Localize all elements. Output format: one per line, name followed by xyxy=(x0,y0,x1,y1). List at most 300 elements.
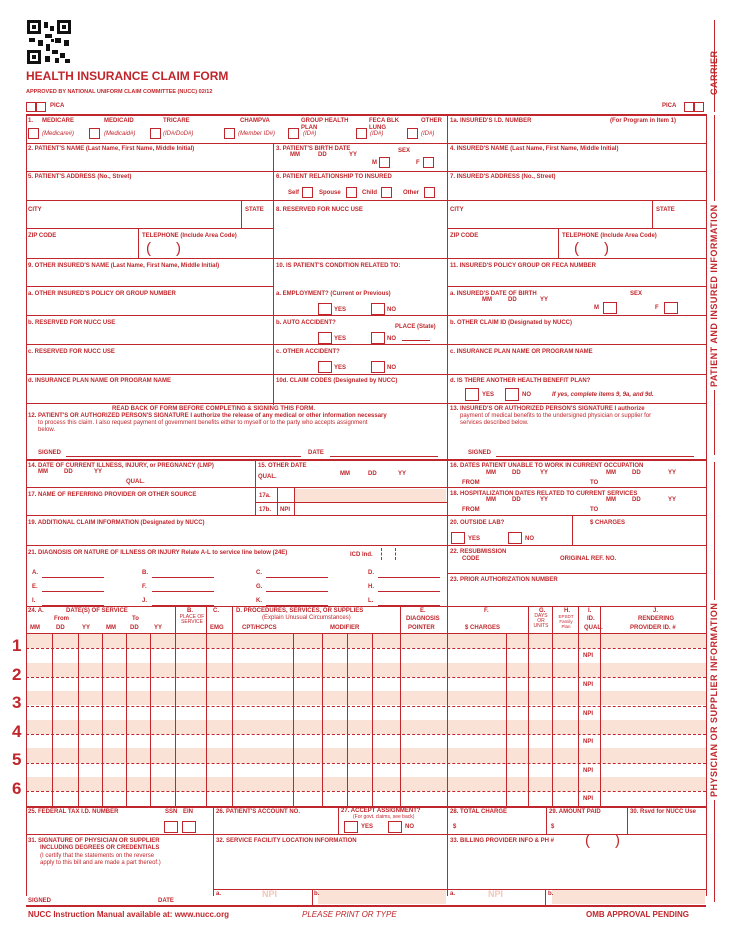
condition-label: 10. IS PATIENT'S CONDITION RELATED TO: xyxy=(276,263,401,269)
service-line-column xyxy=(600,634,601,663)
side-patient: PATIENT AND INSURED INFORMATION xyxy=(709,201,719,390)
insured-zip-divider xyxy=(558,228,559,258)
row1-label: 1. xyxy=(28,118,34,124)
h-dd2: DD xyxy=(130,625,139,631)
dos-to: To xyxy=(132,616,139,622)
employment-no: NO xyxy=(387,307,396,313)
line-315 xyxy=(26,315,706,316)
other-label: OTHER xyxy=(421,118,442,124)
service-line-column xyxy=(506,720,507,749)
icd-ind: ICD Ind. xyxy=(350,552,373,558)
lab-yes-box[interactable] xyxy=(451,532,465,544)
service-line-column xyxy=(206,663,207,692)
other-sub: (ID#) xyxy=(421,131,435,137)
service-line-column xyxy=(322,720,323,749)
f20-divider xyxy=(572,515,573,545)
dx-f-line xyxy=(152,591,214,592)
service-line-column xyxy=(102,748,103,777)
for-program-label: (For Program in Item 1) xyxy=(610,118,677,124)
diagnosis-label: 21. DIAGNOSIS OR NATURE OF ILLNESS OR INJURY Relate A-L to service line below (24E) xyxy=(28,550,288,556)
service-line-column xyxy=(400,748,401,777)
service-line-column xyxy=(322,691,323,720)
f14-yy: YY xyxy=(94,469,103,475)
service-line-shade xyxy=(27,720,706,734)
service-line-column xyxy=(347,634,348,663)
tax-id-label: 25. FEDERAL TAX I.D. NUMBER xyxy=(28,809,119,815)
champva-label: CHAMPVA xyxy=(240,118,270,124)
rsvd-30-label: 30. Rsvd for NUCC Use xyxy=(630,809,697,815)
f18-yy1: YY xyxy=(540,497,549,503)
assign-yes-box[interactable] xyxy=(344,821,358,833)
f18-from: FROM xyxy=(462,507,480,513)
f18-yy2: YY xyxy=(668,497,677,503)
account-no-label: 26. PATIENT'S ACCOUNT NO. xyxy=(216,809,300,815)
other-checkbox[interactable] xyxy=(407,128,418,139)
header-column xyxy=(447,606,448,634)
lab-no: NO xyxy=(525,536,534,542)
dx-c: C. xyxy=(256,570,262,576)
line-374 xyxy=(26,374,706,375)
f33b: b. xyxy=(548,891,554,897)
service-line-column xyxy=(232,748,233,777)
amount-paid-label: 29. AMOUNT PAID xyxy=(549,809,601,815)
service-line-column xyxy=(528,691,529,720)
service-line-column xyxy=(78,663,79,692)
total-charge-label: 28. TOTAL CHARGE xyxy=(450,809,508,815)
col-j: J. xyxy=(653,608,659,614)
f28-divider xyxy=(447,806,448,896)
dx-l: L. xyxy=(368,598,374,604)
side-physician: PHYSICIAN OR SUPPLIER INFORMATION xyxy=(709,600,719,800)
footer-omb: OMB APPROVAL PENDING xyxy=(586,910,689,919)
service-line-column xyxy=(102,777,103,806)
line-286-right xyxy=(447,286,706,287)
insured-state-divider xyxy=(652,200,653,228)
f16-to: TO xyxy=(590,480,599,486)
service-line-column xyxy=(102,634,103,663)
idob-dd: DD xyxy=(508,297,517,303)
policy-group-label: 11. INSURED'S POLICY GROUP OR FECA NUMBER xyxy=(450,263,597,269)
sex-f-checkbox[interactable] xyxy=(423,157,434,168)
service-line-column xyxy=(52,634,53,663)
service-line-column xyxy=(447,663,448,692)
auto-accident-label: b. AUTO ACCIDENT? xyxy=(276,320,336,326)
other-accident-label: c. OTHER ACCIDENT? xyxy=(276,349,340,355)
f16-mm1: MM xyxy=(486,470,496,476)
h-mm2: MM xyxy=(106,625,116,631)
dx-c-line xyxy=(266,577,328,578)
col-d2: (Explain Unusual Circumstances) xyxy=(262,615,351,621)
service-line-column xyxy=(206,777,207,806)
f30-divider xyxy=(627,806,628,835)
service-line-column xyxy=(126,748,127,777)
medicare-label: MEDICARE xyxy=(42,118,75,124)
header-column xyxy=(175,606,176,634)
isex-m: M xyxy=(594,305,599,311)
tricare-checkbox[interactable] xyxy=(150,128,161,139)
prior-auth-label: 23. PRIOR AUTHORIZATION NUMBER xyxy=(450,577,558,583)
ssn-box[interactable] xyxy=(164,821,178,833)
other-claim-label: b. OTHER CLAIM ID (Designated by NUCC) xyxy=(450,320,573,326)
service-line-column xyxy=(347,777,348,806)
col-j3: PROVIDER ID. # xyxy=(630,625,676,631)
line-171 xyxy=(26,171,706,172)
line-573-right xyxy=(447,573,706,574)
mid-divider-left xyxy=(273,143,274,405)
footer-print: PLEASE PRINT OR TYPE xyxy=(302,910,397,919)
icd-dash-2 xyxy=(395,548,396,560)
zip-divider xyxy=(138,228,139,258)
line-459 xyxy=(26,459,706,461)
insured-city-label: CITY xyxy=(450,207,464,213)
dx-i: I. xyxy=(32,598,36,604)
service-line-number: 5 xyxy=(12,750,22,770)
unable-work-label: 16. DATES PATIENT UNABLE TO WORK IN CURRENT OCCUPATION xyxy=(450,463,644,469)
medicare-checkbox[interactable] xyxy=(28,128,39,139)
f18-to: TO xyxy=(590,507,599,513)
dx-a: A. xyxy=(32,570,38,576)
service-line-column xyxy=(52,691,53,720)
patient-signature-line3: below. xyxy=(38,427,56,433)
patient-address-label: 5. PATIENT'S ADDRESS (No., Street) xyxy=(28,174,132,180)
col-f2: $ CHARGES xyxy=(465,625,501,631)
tricare-sub: (ID#/DoD#) xyxy=(163,131,194,137)
service-line-column xyxy=(372,720,373,749)
insured-tel-paren: ( ) xyxy=(574,240,609,257)
lab-no-box[interactable] xyxy=(508,532,522,544)
reserved-8-label: 8. RESERVED FOR NUCC USE xyxy=(276,207,363,213)
service-line-column xyxy=(293,748,294,777)
service-line-column xyxy=(400,777,401,806)
insured-name-label: 4. INSURED'S NAME (Last Name, First Name, Middle Initial) xyxy=(450,146,619,152)
service-line-column xyxy=(447,691,448,720)
idob-yy: YY xyxy=(540,297,549,303)
col-i2: ID. xyxy=(587,616,595,622)
service-line-column xyxy=(552,691,553,720)
service-line-column xyxy=(293,634,294,663)
rel-other-checkbox[interactable] xyxy=(424,187,435,198)
insured-state-label: STATE xyxy=(656,207,675,213)
f29-dollar: $ xyxy=(551,824,555,830)
f17b-npi: NPI xyxy=(280,507,291,513)
service-line-column xyxy=(126,777,127,806)
reserved-9c-label: c. RESERVED FOR NUCC USE xyxy=(28,349,115,355)
f17-divider-2 xyxy=(294,487,295,515)
form-title: HEALTH INSURANCE CLAIM FORM xyxy=(26,69,229,83)
group-checkbox[interactable] xyxy=(288,128,299,139)
dx-j: J. xyxy=(142,598,148,604)
service-line-column xyxy=(552,777,553,806)
header-column xyxy=(206,606,207,634)
service-line-column xyxy=(552,634,553,663)
service-line-column xyxy=(372,663,373,692)
feca-checkbox[interactable] xyxy=(356,128,367,139)
ein-label: EIN xyxy=(183,809,194,815)
f14-dd: DD xyxy=(64,469,73,475)
tricare-label: TRICARE xyxy=(163,118,190,124)
service-line-column xyxy=(293,720,294,749)
f27-divider xyxy=(338,806,339,835)
service-line-column xyxy=(293,691,294,720)
f28-dollar: $ xyxy=(453,824,457,830)
f14-qual: QUAL. xyxy=(126,479,145,485)
service-line-column xyxy=(400,691,401,720)
current-illness-label: 14. DATE OF CURRENT ILLNESS, INJURY, or PREGNANCY (LMP) xyxy=(28,463,214,469)
service-line-column xyxy=(506,663,507,692)
h-dd1: DD xyxy=(56,625,65,631)
service-line-divider xyxy=(26,734,706,735)
oacc-no: NO xyxy=(387,365,396,371)
service-line-column xyxy=(528,634,529,663)
isex-f-box[interactable] xyxy=(664,302,678,314)
service-line-column xyxy=(232,663,233,692)
oacc-yes-box[interactable] xyxy=(318,361,332,373)
col-h: H. xyxy=(564,608,570,614)
employment-yes-box[interactable] xyxy=(318,303,332,315)
f33-mid-divider xyxy=(545,889,546,905)
service-line-column xyxy=(347,748,348,777)
insured-tel-label: TELEPHONE (Include Area Code) xyxy=(562,233,657,239)
frame-right xyxy=(706,114,707,896)
col-i3: QUAL. xyxy=(584,625,603,631)
another-yes: YES xyxy=(482,392,495,398)
f24-label: 24. A. xyxy=(28,608,44,614)
signed-12-line xyxy=(66,456,301,457)
zip-label: ZIP CODE xyxy=(28,233,57,239)
service-line-column xyxy=(322,634,323,663)
h-yy1: YY xyxy=(82,625,91,631)
service-line-column xyxy=(447,748,448,777)
f17b-label: 17b. xyxy=(259,507,272,513)
signed-13: SIGNED xyxy=(468,450,492,456)
isex-f: F xyxy=(655,305,659,311)
line-403 xyxy=(26,403,706,404)
col-cpt: CPT/HCPCS xyxy=(242,625,277,631)
f20-charges: $ CHARGES xyxy=(590,520,626,526)
footer-manual: NUCC Instruction Manual available at: www.nucc.org xyxy=(28,910,230,919)
service-line-column xyxy=(600,777,601,806)
service-line-column xyxy=(528,748,529,777)
f17-mid-line xyxy=(255,502,447,503)
f18-dd1: DD xyxy=(512,497,521,503)
col-b2: PLACE OF SERVICE xyxy=(179,614,205,625)
service-line-column xyxy=(150,691,151,720)
another-yes-box[interactable] xyxy=(465,388,479,401)
header-column xyxy=(400,606,401,634)
pica-left-box-2[interactable] xyxy=(36,102,46,112)
service-line-column xyxy=(293,777,294,806)
state-label: STATE xyxy=(245,207,264,213)
col-i: I. xyxy=(588,608,592,614)
col-g2: DAYS OR UNITS xyxy=(533,613,549,629)
f16-dd1: DD xyxy=(512,470,521,476)
service-line-column xyxy=(322,663,323,692)
f33a-npi: NPI xyxy=(488,889,504,899)
assign-no-box[interactable] xyxy=(388,821,402,833)
f16-dd2: DD xyxy=(632,470,641,476)
assign-no: NO xyxy=(405,824,414,830)
rel-child-checkbox[interactable] xyxy=(381,187,392,198)
resubmission-code: CODE xyxy=(462,556,480,562)
service-line-column xyxy=(206,748,207,777)
employment-yes: YES xyxy=(334,307,347,313)
col-e3: POINTER xyxy=(408,625,435,631)
signed-13-line xyxy=(496,456,694,457)
insured-signature-line3: services described below. xyxy=(460,420,529,426)
other-policy-label: a. OTHER INSURED'S POLICY OR GROUP NUMBER xyxy=(28,291,176,297)
f18-dd2: DD xyxy=(632,497,641,503)
service-line-column xyxy=(578,663,579,692)
line-228-left xyxy=(26,228,273,229)
service-line-column xyxy=(600,720,601,749)
service-line-column xyxy=(206,634,207,663)
service-line-number: 4 xyxy=(12,721,22,741)
service-line-shade xyxy=(27,663,706,677)
service-line-column xyxy=(372,691,373,720)
rel-child: Child xyxy=(362,190,377,196)
dx-g: G. xyxy=(256,584,263,590)
read-back-note: READ BACK OF FORM BEFORE COMPLETING & SIGNING THIS FORM. xyxy=(112,406,315,412)
f33a: a. xyxy=(450,891,456,897)
feca-label: FECA BLK LUNG xyxy=(369,118,400,131)
service-line-divider xyxy=(26,791,706,792)
facility-label: 32. SERVICE FACILITY LOCATION INFORMATION xyxy=(216,838,357,844)
relationship-label: 6. PATIENT RELATIONSHIP TO INSURED xyxy=(276,174,392,180)
another-no: NO xyxy=(522,392,531,398)
service-line-column xyxy=(372,777,373,806)
medicaid-checkbox[interactable] xyxy=(89,128,100,139)
dx-a-line xyxy=(42,577,104,578)
service-line-column xyxy=(102,691,103,720)
service-line-divider xyxy=(26,706,706,707)
line-286-left xyxy=(26,286,273,287)
service-line-column xyxy=(126,663,127,692)
service-line-column xyxy=(322,777,323,806)
billing-phone-paren: ( ) xyxy=(585,832,620,849)
auto-yes-box[interactable] xyxy=(318,332,332,344)
service-line-column xyxy=(400,663,401,692)
line-487 xyxy=(26,487,706,488)
birth-date-label: 3. PATIENT'S BIRTH DATE xyxy=(276,146,351,152)
service-line-column xyxy=(150,634,151,663)
line-515 xyxy=(26,515,706,516)
header-column xyxy=(600,606,601,634)
insured-signature-line2: payment of medical benefits to the undersigned physician or supplier for xyxy=(460,413,652,419)
line-200 xyxy=(26,200,706,201)
service-line-column xyxy=(578,748,579,777)
line-606 xyxy=(26,606,706,607)
service-line-npi: NPI xyxy=(583,681,594,688)
service-line-divider xyxy=(26,648,706,649)
side-carrier: CARRIER xyxy=(709,50,719,95)
plan-name-9d-label: d. INSURANCE PLAN NAME OR PROGRAM NAME xyxy=(28,378,172,384)
bd-dd: DD xyxy=(318,152,327,158)
service-line-column xyxy=(600,691,601,720)
ein-box[interactable] xyxy=(182,821,196,833)
col-h2: EPSDT Family Plan xyxy=(558,614,574,629)
auto-no-box[interactable] xyxy=(371,332,385,344)
service-line-column xyxy=(232,691,233,720)
original-ref: ORIGINAL REF. NO. xyxy=(560,556,617,562)
service-line-divider xyxy=(26,677,706,678)
other-date-label: 15. OTHER DATE xyxy=(258,463,307,469)
employment-no-box[interactable] xyxy=(371,303,385,315)
service-line-column xyxy=(528,663,529,692)
physician-sig-line2: INCLUDING DEGREES OR CREDENTIALS xyxy=(40,845,160,851)
champva-checkbox[interactable] xyxy=(224,128,235,139)
group-label: GROUP HEALTH PLAN xyxy=(301,118,349,131)
service-line-column xyxy=(447,720,448,749)
f15-mm: MM xyxy=(340,471,350,477)
pica-right-box-2[interactable] xyxy=(694,102,704,112)
lab-yes: YES xyxy=(468,536,481,542)
medicare-sub: (Medicare#) xyxy=(42,131,75,137)
service-line-npi: NPI xyxy=(583,710,594,717)
service-line-column xyxy=(232,720,233,749)
service-line-column xyxy=(372,748,373,777)
service-line-number: 3 xyxy=(12,693,22,713)
city-label: CITY xyxy=(28,207,42,213)
service-line-column xyxy=(600,663,601,692)
f16-yy1: YY xyxy=(540,470,549,476)
service-line-column xyxy=(52,777,53,806)
col-j2: RENDERING xyxy=(638,616,675,622)
service-line-column xyxy=(175,748,176,777)
f26-divider xyxy=(213,806,214,896)
oacc-no-box[interactable] xyxy=(371,361,385,373)
accept-assign-label: 27. ACCEPT ASSIGNMENT? xyxy=(341,808,421,814)
another-no-box[interactable] xyxy=(505,388,519,401)
date-12: DATE xyxy=(308,450,324,456)
dx-e-line xyxy=(42,591,104,592)
date-12-line xyxy=(330,456,438,457)
outside-lab-label: 20. OUTSIDE LAB? xyxy=(450,520,505,526)
insurance-plan-label: c. INSURANCE PLAN NAME OR PROGRAM NAME xyxy=(450,349,593,355)
service-line-column xyxy=(78,748,79,777)
service-line-column xyxy=(578,634,579,663)
auto-no: NO xyxy=(387,336,396,342)
line-344 xyxy=(26,344,706,345)
insured-address-label: 7. INSURED'S ADDRESS (No., Street) xyxy=(450,174,556,180)
oacc-yes: YES xyxy=(334,365,347,371)
feca-sub: (ID#) xyxy=(370,131,384,137)
dx-e: E. xyxy=(32,584,38,590)
f15-qual: QUAL. xyxy=(258,474,277,480)
isex-m-box[interactable] xyxy=(603,302,617,314)
date-31: DATE xyxy=(158,898,174,904)
dos-from: From xyxy=(54,616,69,622)
state-divider xyxy=(241,200,242,228)
pica-right-box[interactable] xyxy=(684,102,694,112)
service-line-column xyxy=(175,663,176,692)
dx-b: B. xyxy=(142,570,148,576)
referring-provider-label: 17. NAME OF REFERRING PROVIDER OR OTHER SOURCE xyxy=(28,492,197,498)
rel-spouse-checkbox[interactable] xyxy=(346,187,357,198)
rel-self-checkbox[interactable] xyxy=(302,187,313,198)
service-line-npi: NPI xyxy=(583,796,594,803)
employment-label: a. EMPLOYMENT? (Current or Previous) xyxy=(276,291,391,297)
service-line-column xyxy=(528,777,529,806)
service-line-column xyxy=(102,720,103,749)
patient-name-label: 2. PATIENT'S NAME (Last Name, First Name, Middle Initial) xyxy=(28,146,195,152)
service-line-column xyxy=(52,720,53,749)
sex-m-checkbox[interactable] xyxy=(379,157,390,168)
service-line-column xyxy=(506,634,507,663)
service-line-column xyxy=(506,777,507,806)
service-line-number: 6 xyxy=(12,779,22,798)
pica-left-box[interactable] xyxy=(26,102,36,112)
service-line-number: 2 xyxy=(12,664,22,684)
